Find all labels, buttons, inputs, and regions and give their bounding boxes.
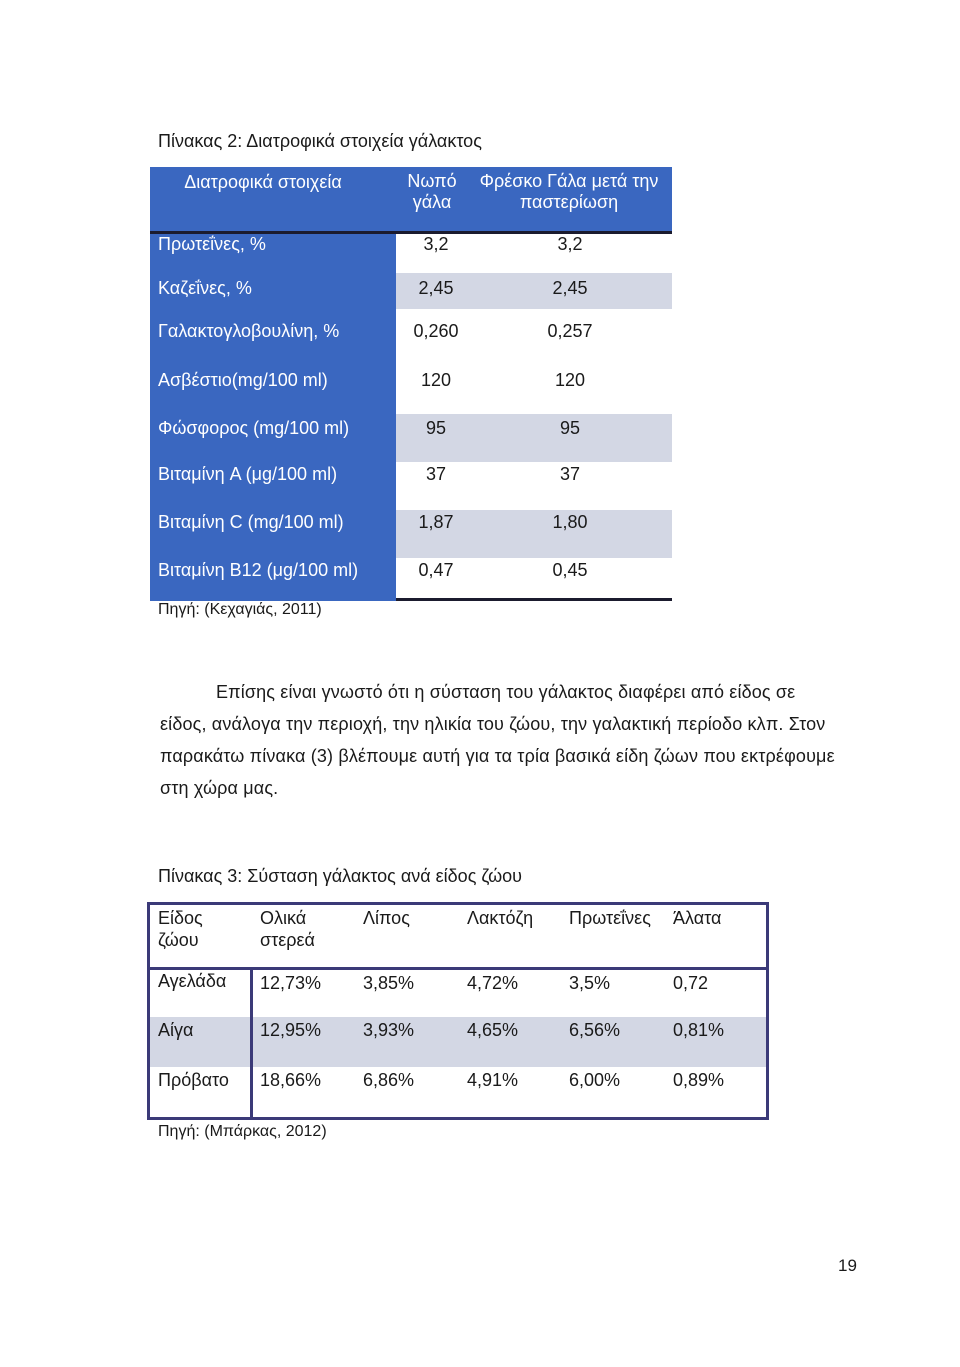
raw-value: 2,45 xyxy=(418,278,454,298)
header-rule xyxy=(150,967,766,970)
value-cell: 12,95% xyxy=(260,1020,322,1040)
raw-value: 0,47 xyxy=(418,560,454,580)
value-cell: 4,65% xyxy=(467,1020,519,1040)
row-label: Βιταμίνη B12 (μg/100 ml) xyxy=(158,560,359,580)
paragraph-line: είδος, ανάλογα την περιοχή, την ηλικία του ζώου, την γαλακτική περίοδο κλπ. Στον xyxy=(160,714,826,734)
paragraph-line-text: Επίσης είναι γνωστό ότι η σύσταση του γάλακτος διαφέρει από είδος σε xyxy=(216,682,796,702)
pasteurized-value: 0,45 xyxy=(552,560,588,580)
species-cell: Πρόβατο xyxy=(158,1070,229,1090)
header-nutrient: Διατροφικά στοιχεία xyxy=(184,172,342,192)
value-cell: 18,66% xyxy=(260,1070,322,1090)
raw-value: 95 xyxy=(425,418,447,438)
value-cell: 0,89% xyxy=(673,1070,725,1090)
header-species xyxy=(158,907,203,951)
body-paragraph xyxy=(160,676,860,804)
row-label: Βιταμίνη A (μg/100 ml) xyxy=(158,464,338,484)
table2-source: Πηγή: (Κεχαγιάς, 2011) xyxy=(158,601,322,618)
pasteurized-value: 120 xyxy=(554,370,586,390)
row-label: Φώσφορος (mg/100 ml) xyxy=(158,418,350,438)
raw-value: 3,2 xyxy=(423,234,449,254)
header-proteins: Πρωτεΐνες xyxy=(569,908,651,928)
species-cell: Αγελάδα xyxy=(158,971,227,991)
header-total-solids-line: στερεά xyxy=(260,930,315,950)
header-raw-milk: Νωπό γάλα xyxy=(407,171,457,212)
raw-value: 1,87 xyxy=(418,512,454,532)
header-total-solids xyxy=(260,907,315,951)
page-number: 19 xyxy=(838,1256,857,1275)
row-label: Βιταμίνη C (mg/100 ml) xyxy=(158,512,344,532)
raw-value: 120 xyxy=(420,370,452,390)
raw-value: 0,260 xyxy=(413,321,459,341)
value-cell: 4,72% xyxy=(467,973,519,993)
pasteurized-value: 0,257 xyxy=(547,321,593,341)
bottom-rule xyxy=(396,598,672,601)
value-cell: 3,85% xyxy=(363,973,415,993)
species-cell: Αίγα xyxy=(158,1020,194,1040)
paragraph-line xyxy=(160,676,860,708)
header-species-line: ζώου xyxy=(158,930,199,950)
nutrition-table xyxy=(150,167,672,601)
pasteurized-value: 1,80 xyxy=(552,512,588,532)
value-cell: 0,72 xyxy=(673,973,709,993)
value-cell: 3,93% xyxy=(363,1020,415,1040)
header-lactose: Λακτόζη xyxy=(467,908,534,928)
table3-caption: Πίνακας 3: Σύσταση γάλακτος ανά είδος ζώου xyxy=(158,866,523,886)
milk-composition-table xyxy=(147,902,769,1120)
pasteurized-value: 37 xyxy=(559,464,581,484)
header-fat: Λίπος xyxy=(363,908,410,928)
header-total-solids-line: Ολικά xyxy=(260,908,307,928)
raw-value: 37 xyxy=(425,464,447,484)
value-cell: 12,73% xyxy=(260,973,322,993)
pasteurized-value: 95 xyxy=(559,418,581,438)
value-cell: 0,81% xyxy=(673,1020,725,1040)
value-cell: 6,56% xyxy=(569,1020,621,1040)
paragraph-line: παρακάτω πίνακα (3) βλέπουμε αυτή για τα τρία βασικά είδη ζώων που εκτρέφουμε xyxy=(160,746,835,766)
row-label: Πρωτεΐνες, % xyxy=(158,234,266,254)
header-salts: Άλατα xyxy=(673,908,722,928)
table2-caption: Πίνακας 2: Διατροφικά στοιχεία γάλακτος xyxy=(158,131,482,151)
header-pasteurized-milk: Φρέσκο Γάλα μετά την παστερίωση xyxy=(479,171,659,212)
value-cell: 6,86% xyxy=(363,1070,415,1090)
row-label: Γαλακτογλοβουλίνη, % xyxy=(158,321,340,341)
value-cell: 3,5% xyxy=(569,973,611,993)
table3-source: Πηγή: (Μπάρκας, 2012) xyxy=(158,1123,327,1140)
row-label: Καζεΐνες, % xyxy=(158,278,252,298)
pasteurized-value: 2,45 xyxy=(552,278,588,298)
value-cell: 6,00% xyxy=(569,1070,621,1090)
header-species-line: Είδος xyxy=(158,908,203,928)
row-label: Ασβέστιο(mg/100 ml) xyxy=(158,370,328,390)
paragraph-line: στη χώρα μας. xyxy=(160,778,279,798)
first-column-rule xyxy=(250,967,253,1117)
value-cell: 4,91% xyxy=(467,1070,519,1090)
pasteurized-value: 3,2 xyxy=(557,234,583,254)
